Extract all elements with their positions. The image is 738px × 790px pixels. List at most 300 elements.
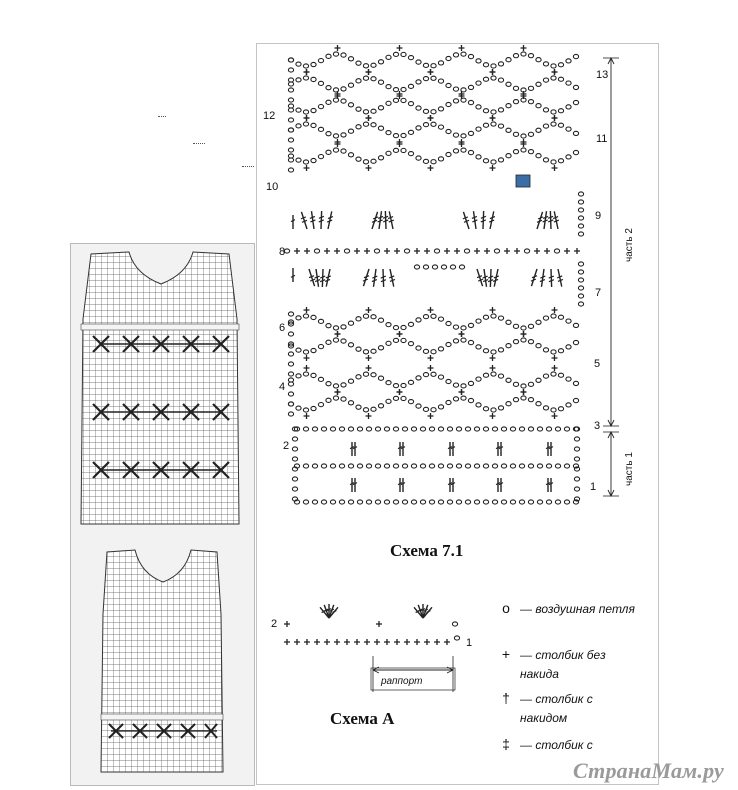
chain-stitch (468, 323, 473, 327)
chain-stitch (330, 427, 335, 431)
chain-stitch (416, 126, 421, 130)
single-crochet (474, 248, 480, 254)
chain-stitch (357, 464, 362, 468)
chain-stitch (438, 157, 443, 161)
row-number-6: 6 (279, 322, 286, 334)
chain-stitch (558, 77, 563, 81)
chain-stitch (578, 216, 583, 220)
chain-stitch (411, 464, 416, 468)
chain-stitch (356, 79, 361, 83)
chain-stitch (566, 155, 571, 159)
single-crochet (552, 115, 558, 121)
chain-stitch (573, 323, 578, 327)
chain-stitch (528, 500, 533, 504)
single-crochet (304, 248, 310, 254)
single-crochet (490, 165, 496, 171)
chain-stitch (513, 382, 518, 386)
chain-stitch (326, 86, 331, 90)
chain-stitch (491, 122, 496, 126)
chain-stitch (536, 344, 541, 348)
chain-stitch (321, 427, 326, 431)
chain-stitch (536, 104, 541, 108)
chain-stitch (492, 427, 497, 431)
chain-stitch (450, 265, 455, 269)
chain-stitch (414, 265, 419, 269)
chain-stitch (318, 81, 323, 85)
legend-single-crochet-text: — столбик без накида (520, 648, 606, 681)
chain-stitch (363, 372, 368, 376)
chain-stitch (519, 464, 524, 468)
chain-stitch (461, 326, 466, 330)
chain-stitch (314, 249, 319, 253)
chain-stitch (566, 345, 571, 349)
vest-back-outline (101, 550, 223, 772)
scheme-a-title: Схема А (330, 709, 395, 728)
single-crochet (521, 389, 527, 395)
chain-stitch (483, 315, 488, 319)
chain-stitch (371, 63, 376, 67)
treble-crochet-icon: ‡ (502, 736, 510, 752)
single-crochet (444, 639, 450, 645)
part-2-label: часть 2 (624, 228, 635, 262)
chain-stitch (401, 325, 406, 329)
chain-stitch (574, 487, 579, 491)
chain-stitch (348, 153, 353, 157)
chain-stitch (536, 320, 541, 324)
chain-stitch (521, 134, 526, 138)
chain-stitch (404, 249, 409, 253)
chain-stitch (476, 155, 481, 159)
treble-crochet (490, 269, 491, 287)
chain-stitch (536, 82, 541, 86)
chain-stitch (431, 350, 436, 354)
chain-stitch (474, 500, 479, 504)
chain-stitch (401, 383, 406, 387)
chain-stitch (521, 396, 526, 400)
single-crochet (552, 355, 558, 361)
single-crochet (490, 115, 496, 121)
chain-stitch (506, 58, 511, 62)
scheme-7-1-title: Схема 7.1 (390, 541, 464, 560)
chain-stitch (521, 148, 526, 152)
chain-stitch (333, 134, 338, 138)
chain-stitch (348, 427, 353, 431)
scheme-a-row-1: 1 (466, 637, 473, 649)
chain-stitch (465, 427, 470, 431)
single-crochet (304, 69, 310, 75)
single-crochet (334, 248, 340, 254)
chain-stitch (438, 405, 443, 409)
chain-stitch (573, 131, 578, 135)
chain-stitch (551, 408, 556, 412)
legend-double-crochet-text: — столбик с накидом (520, 692, 593, 725)
chain-stitch (303, 122, 308, 126)
chain-stitch (393, 326, 398, 330)
chain-stitch (441, 265, 446, 269)
chain-stitch (333, 396, 338, 400)
chain-stitch (564, 464, 569, 468)
chain-stitch (348, 57, 353, 61)
chain-stitch (521, 338, 526, 342)
single-crochet (444, 248, 450, 254)
chain-stitch (446, 152, 451, 156)
chain-stitch (551, 350, 556, 354)
chain-stitch (492, 500, 497, 504)
chain-stitch (408, 380, 413, 384)
chain-stitch (288, 58, 293, 62)
chain-stitch (476, 345, 481, 349)
vest-patterns-panel (70, 243, 255, 786)
chain-stitch (374, 249, 379, 253)
chain-stitch (456, 500, 461, 504)
treble-crochet (383, 269, 384, 287)
row-number-12: 12 (263, 110, 276, 122)
part-1-label: часть 1 (624, 452, 635, 486)
single-crochet (514, 248, 520, 254)
single-crochet (394, 639, 400, 645)
chain-stitch (384, 500, 389, 504)
chain-stitch (551, 314, 556, 318)
chain-stitch (288, 118, 293, 122)
chain-stitch (326, 132, 331, 136)
chain-stitch (438, 427, 443, 431)
single-crochet (504, 248, 510, 254)
single-crochet (284, 639, 290, 645)
chain-stitch (303, 160, 308, 164)
chain-stitch (333, 326, 338, 330)
single-crochet (428, 69, 434, 75)
single-crochet (552, 413, 558, 419)
chain-stitch (558, 349, 563, 353)
chain-stitch (573, 398, 578, 402)
single-crochet (366, 69, 372, 75)
chain-stitch (498, 374, 503, 378)
chain-stitch (408, 400, 413, 404)
single-crochet (459, 45, 465, 51)
row-number-8: 8 (279, 246, 286, 258)
chain-stitch (491, 76, 496, 80)
single-crochet (552, 307, 558, 313)
single-crochet (521, 331, 527, 337)
chain-stitch (491, 350, 496, 354)
chain-stitch (318, 127, 323, 131)
single-crochet (424, 248, 430, 254)
chain-stitch (420, 427, 425, 431)
chain-stitch (432, 265, 437, 269)
chain-stitch (461, 396, 466, 400)
chain-stitch (491, 64, 496, 68)
chain-stitch (356, 61, 361, 65)
chain-stitch (386, 151, 391, 155)
chain-stitch (296, 78, 301, 82)
chain-stitch (326, 382, 331, 386)
chain-stitch (573, 340, 578, 344)
single-crochet (335, 331, 341, 337)
chain-stitch (461, 384, 466, 388)
chain-stitch (438, 375, 443, 379)
chain-stitch (296, 108, 301, 112)
chain-stitch (303, 372, 308, 376)
chain-stitch (296, 406, 301, 410)
chain-stitch (378, 404, 383, 408)
chain-stitch (528, 324, 533, 328)
chain-stitch (311, 123, 316, 127)
chain-stitch (416, 318, 421, 322)
chain-stitch (363, 64, 368, 68)
chain-stitch (537, 464, 542, 468)
chain-stitch (578, 224, 583, 228)
single-crochet (376, 621, 382, 627)
single-crochet (324, 639, 330, 645)
chain-stitch (524, 249, 529, 253)
row-number-11: 11 (596, 133, 608, 145)
single-crochet (344, 639, 350, 645)
chain-stitch (468, 131, 473, 135)
chain-stitch (468, 398, 473, 402)
chain-stitch (464, 249, 469, 253)
chain-stitch (341, 325, 346, 329)
chain-stitch (431, 76, 436, 80)
chain-stitch (393, 500, 398, 504)
single-crochet (304, 413, 310, 419)
single-crochet (484, 248, 490, 254)
chain-stitch (311, 348, 316, 352)
chain-stitch (476, 127, 481, 131)
chain-stitch (528, 86, 533, 90)
chain-stitch (459, 265, 464, 269)
single-crochet (304, 365, 310, 371)
chain-stitch (296, 62, 301, 66)
chain-stitch (296, 348, 301, 352)
chain-stitch (393, 148, 398, 152)
chain-stitch (465, 500, 470, 504)
chain-stitch (356, 125, 361, 129)
chain-stitch (573, 54, 578, 58)
single-crochet (428, 365, 434, 371)
chain-stitch (357, 500, 362, 504)
chain-stitch (501, 500, 506, 504)
chain-stitch (386, 323, 391, 327)
chain-stitch (311, 77, 316, 81)
chain-stitch (288, 168, 293, 172)
chain-stitch (402, 500, 407, 504)
chain-stitch (461, 98, 466, 102)
chain-stitch (311, 406, 316, 410)
single-crochet (428, 115, 434, 121)
chain-stitch (446, 56, 451, 60)
chain-stitch (321, 464, 326, 468)
chain-stitch (312, 500, 317, 504)
chain-stitch (423, 373, 428, 377)
chain-stitch (528, 464, 533, 468)
chain-stitch (506, 104, 511, 108)
chain-stitch (513, 324, 518, 328)
row-number-13: 13 (596, 69, 609, 81)
chain-stitch (356, 375, 361, 379)
chain-stitch (303, 64, 308, 68)
chain-stitch (311, 315, 316, 319)
chain-stitch (498, 406, 503, 410)
chain-stitch (558, 123, 563, 127)
chain-stitch (318, 155, 323, 159)
chain-stitch (551, 76, 556, 80)
chain-stitch (513, 150, 518, 154)
row-number-5: 5 (594, 358, 601, 370)
chain-stitch (356, 347, 361, 351)
single-crochet (314, 639, 320, 645)
chain-stitch (483, 407, 488, 411)
chain-stitch (491, 372, 496, 376)
chain-stitch (558, 109, 563, 113)
chain-stitch (375, 500, 380, 504)
chain-stitch (348, 401, 353, 405)
chain-stitch (378, 346, 383, 350)
chain-stitch (483, 159, 488, 163)
chain-stitch (326, 324, 331, 328)
chain-stitch (483, 63, 488, 67)
chain-stitch (519, 500, 524, 504)
chain-stitch (555, 500, 560, 504)
chain-stitch (393, 427, 398, 431)
chain-stitch (348, 129, 353, 133)
chain-stitch (452, 622, 457, 626)
chain-stitch (494, 249, 499, 253)
chain-stitch (348, 500, 353, 504)
single-crochet (552, 69, 558, 75)
chain-stitch (506, 344, 511, 348)
single-crochet (374, 639, 380, 645)
chain-stitch (341, 383, 346, 387)
chain-stitch (574, 457, 579, 461)
single-crochet (324, 248, 330, 254)
chain-stitch (378, 376, 383, 380)
chain-stitch (429, 427, 434, 431)
single-crochet (574, 248, 580, 254)
single-crochet (490, 365, 496, 371)
chain-stitch (491, 314, 496, 318)
single-crochet (428, 165, 434, 171)
chain-stitch (292, 457, 297, 461)
chain-stitch (356, 317, 361, 321)
chain-stitch (543, 348, 548, 352)
chain-stitch (555, 464, 560, 468)
chain-stitch (574, 437, 579, 441)
chain-stitch (366, 427, 371, 431)
chain-stitch (416, 80, 421, 84)
chain-stitch (446, 83, 451, 87)
chain-stitch (438, 317, 443, 321)
chain-stitch (543, 374, 548, 378)
chain-stitch (408, 342, 413, 346)
chain-stitch (326, 150, 331, 154)
treble-crochet (321, 211, 322, 229)
chain-stitch (483, 349, 488, 353)
chain-stitch (498, 62, 503, 66)
chain-stitch (296, 158, 301, 162)
repeat-label: раппорт (381, 676, 423, 687)
chain-stitch (574, 447, 579, 451)
chain-stitch (521, 384, 526, 388)
chain-stitch (341, 99, 346, 103)
chain-stitch (483, 500, 488, 504)
single-crochet (424, 639, 430, 645)
single-crochet (366, 307, 372, 313)
chain-stitch (341, 397, 346, 401)
chain-stitch (363, 76, 368, 80)
marker-icon (516, 175, 530, 187)
chain-stitch (401, 338, 406, 342)
chain-stitch (438, 107, 443, 111)
single-crochet (414, 639, 420, 645)
single-crochet (397, 45, 403, 51)
chain-stitch (326, 398, 331, 402)
treble-crochet (483, 211, 484, 229)
chain-stitch (510, 464, 515, 468)
chain-stitch (566, 319, 571, 323)
chain-stitch (401, 148, 406, 152)
chain-stitch (492, 464, 497, 468)
chain-stitch (384, 464, 389, 468)
chain-stitch (483, 373, 488, 377)
chain-stitch (401, 52, 406, 56)
chain-stitch (536, 154, 541, 158)
chain-stitch (453, 383, 458, 387)
chain-stitch (431, 160, 436, 164)
chain-stitch (416, 156, 421, 160)
chain-stitch (578, 294, 583, 298)
chain-stitch (386, 55, 391, 59)
chain-stitch (501, 464, 506, 468)
chain-stitch (378, 60, 383, 64)
chain-stitch (303, 500, 308, 504)
chain-stitch (431, 122, 436, 126)
chain-stitch (378, 126, 383, 130)
chain-stitch (564, 500, 569, 504)
chain-stitch (311, 158, 316, 162)
chain-stitch (447, 427, 452, 431)
chain-stitch (288, 312, 293, 316)
chain-stitch (537, 427, 542, 431)
chain-stitch (318, 403, 323, 407)
single-crochet (354, 248, 360, 254)
chain-stitch (423, 159, 428, 163)
chain-stitch (393, 464, 398, 468)
chain-stitch (318, 377, 323, 381)
chain-stitch (461, 148, 466, 152)
chain-stitch (558, 373, 563, 377)
chain-stitch (513, 132, 518, 136)
chain-stitch (408, 56, 413, 60)
single-crochet (490, 355, 496, 361)
chain-stitch (333, 52, 338, 56)
chain-stitch (371, 109, 376, 113)
chain-stitch (513, 340, 518, 344)
chain-stitch (423, 349, 428, 353)
chain-stitch (366, 500, 371, 504)
chain-stitch (363, 122, 368, 126)
single-crochet (404, 639, 410, 645)
chain-stitch (454, 636, 459, 640)
chain-stitch (431, 408, 436, 412)
chain-stitch (408, 130, 413, 134)
chain-stitch (333, 148, 338, 152)
chain-stitch (446, 129, 451, 133)
chain-stitch (483, 109, 488, 113)
chain-stitch (498, 316, 503, 320)
chain-stitch (513, 398, 518, 402)
chain-stitch (292, 487, 297, 491)
single-crochet (521, 45, 527, 51)
